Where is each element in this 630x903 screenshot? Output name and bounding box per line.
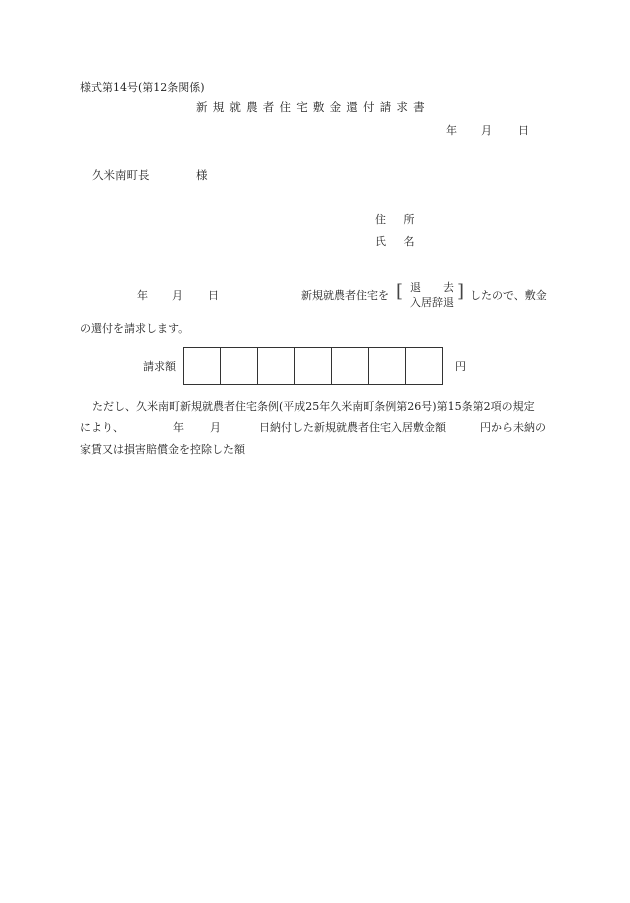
proviso-line-2-year: 年 bbox=[173, 421, 184, 434]
proviso-line-2-month: 月 bbox=[210, 421, 221, 434]
header-date-month: 月 bbox=[481, 124, 492, 137]
proviso-line-3: 家賃又は損害賠償金を控除した額 bbox=[80, 443, 245, 456]
form-number: 様式第14号(第12条関係) bbox=[80, 81, 205, 94]
body-month: 月 bbox=[172, 289, 183, 302]
amount-digit-box[interactable] bbox=[295, 348, 332, 385]
amount-digit-box[interactable] bbox=[406, 348, 443, 385]
amount-boxes bbox=[183, 347, 443, 385]
amount-digit-box[interactable] bbox=[369, 348, 406, 385]
header-date-year: 年 bbox=[446, 124, 457, 137]
recipient-name: 久米南町長 bbox=[92, 168, 150, 182]
body-day: 日 bbox=[208, 289, 219, 302]
amount-digit-box[interactable] bbox=[332, 348, 369, 385]
amount-digit-box[interactable] bbox=[221, 348, 258, 385]
address-label: 住 所 bbox=[375, 213, 422, 226]
body-year: 年 bbox=[137, 289, 148, 302]
proviso-line-2-prefix: により、 bbox=[80, 421, 124, 434]
option-leave: 退 去 bbox=[410, 281, 454, 294]
amount-digit-box[interactable] bbox=[258, 348, 295, 385]
document-title: 新規就農者住宅敷金還付請求書 bbox=[196, 100, 430, 114]
yen-unit: 円 bbox=[455, 360, 466, 373]
left-bracket: [ bbox=[396, 281, 404, 302]
header-date-day: 日 bbox=[518, 124, 529, 137]
amount-digit-box[interactable] bbox=[184, 348, 221, 385]
proviso-line-2-day: 日納付した新規就農者住宅入居敷金額 bbox=[259, 421, 446, 434]
housing-text: 新規就農者住宅を bbox=[301, 289, 389, 302]
proviso-line-2-suffix: 円から未納の bbox=[480, 421, 546, 434]
recipient-honorific: 様 bbox=[196, 168, 208, 182]
right-bracket: ] bbox=[457, 281, 465, 302]
body-suffix: したので、敷金 bbox=[470, 289, 547, 302]
claim-label: 請求額 bbox=[143, 360, 176, 373]
body-continuation: の還付を請求します。 bbox=[80, 322, 190, 335]
proviso-line-1: ただし、久米南町新規就農者住宅条例(平成25年久米南町条例第26号)第15条第2項の規定 bbox=[92, 400, 535, 413]
name-label: 氏 名 bbox=[375, 235, 422, 248]
option-decline: 入居辞退 bbox=[410, 296, 454, 309]
